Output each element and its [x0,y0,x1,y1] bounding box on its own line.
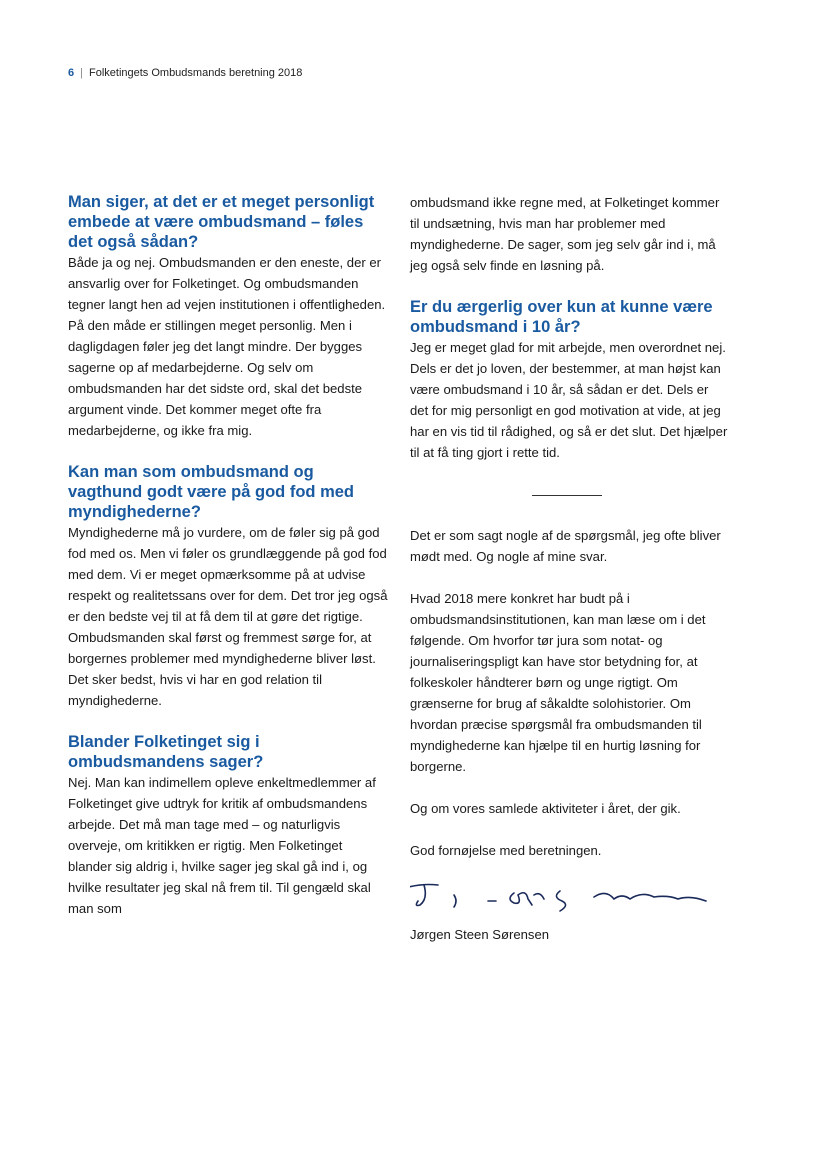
answer-paragraph: Nej. Man kan indimellem opleve enkeltmedlemmer af Folketinget give udtryk for kritik af ombudsmandens arbejde. Det må man tage med – og naturligvis overveje, om kritikken er rigtig. Men Folketinget blander sig aldrig i, hvilke sager jeg skal gå ind i, og hvilke resultater jeg skal nå frem til. Til gengæld skal man som [68,775,376,916]
right-column [410,192,730,945]
question-heading: Er du ærgerlig over kun at kunne være ombudsmand i 10 år? [410,298,713,336]
closing-paragraph: Det er som sagt nogle af de spørgsmål, jeg ofte bliver mødt med. Og nogle af mine svar. [410,528,721,564]
closing-block-4 [410,840,730,861]
closing-block-3 [410,798,730,819]
closing-paragraph: God fornøjelse med beretningen. [410,843,602,858]
closing-paragraph: Og om vores samlede aktiviteter i året, der gik. [410,801,681,816]
closing-paragraph: Hvad 2018 mere konkret har budt på i ombudsmandsinstitutionen, kan man læse om i det følgende. Om hvorfor tør jura som notat- og journaliseringspligt kan have stor betydning for, at folkeskoler håndterer børn og unge rigtigt. Om grænserne for brug af såkaldte solohistorier. Om hvordan præcise spørgsmål fra ombudsmanden til myndighederne kan hjælpe til en hurtig løsning for borgerne. [410,591,706,774]
question-heading: Blander Folketinget sig i ombudsmandens sager? [68,733,264,771]
continuation-paragraph: ombudsmand ikke regne med, at Folketinget kommer til undsætning, hvis man har problemer med myndighederne. De sager, som jeg selv går ind i, må jeg også selv finde en løsning på. [410,195,720,273]
qa-block-3 [68,732,388,919]
section-divider [532,495,602,496]
answer-paragraph: Jeg er meget glad for mit arbejde, men overordnet nej. Dels er det jo loven, der bestemmer, at man højst kan være ombudsmand i 10 år, så sådan er det. Dels er det for mig personligt en god motivation at vide, at jeg har en vis tid til rådighed, og så er det slut. Det hjælper til at få ting gjort i rette tid. [410,340,728,460]
continuation-block [410,192,730,276]
report-title: Folketingets Ombudsmands beretning 2018 [88,67,303,79]
qa-block-4 [410,297,730,463]
page-number: 6 [68,67,75,79]
header-separator: | [80,67,83,79]
left-column [68,192,388,940]
page-header [68,67,302,79]
signatory-name: Jørgen Steen Sørensen [410,927,550,942]
question-heading: Kan man som ombudsmand og vagthund godt være på god fod med myndighederne? [68,463,354,521]
closing-block-1 [410,525,730,567]
handwritten-signature [410,869,730,919]
qa-block-1 [68,192,388,441]
question-heading: Man siger, at det er et meget personligt embede at være ombudsmand – føles det også sådan? [68,193,375,251]
closing-block-2 [410,588,730,777]
answer-paragraph: Myndighederne må jo vurdere, om de føler sig på god fod med os. Men vi føler os grundlæggende på god fod med dem. Vi er meget opmærksomme på at udvise respekt og realitetssans over for dem. Det tror jeg også er den bedste vej til at få dem til at gøre det rigtige. Ombudsmanden skal først og fremmest sørge for, at borgernes problemer med myndighederne bliver løst. Det sker bedst, hvis vi har en god relation til myndighederne. [68,525,388,708]
qa-block-2 [68,462,388,711]
answer-paragraph: Både ja og nej. Ombudsmanden er den eneste, der er ansvarlig over for Folketinget. Og ombudsmanden tegner langt hen ad vejen institutionen i offentligheden. På den måde er stillingen meget personlig. Men i dagligdagen føler jeg det langt mindre. Der bygges sagerne op af medarbejderne. Og selv om ombudsmanden har det sidste ord, skal det bedste argument vinde. Det kommer meget ofte fra medarbejderne, og ikke fra mig. [68,255,386,438]
